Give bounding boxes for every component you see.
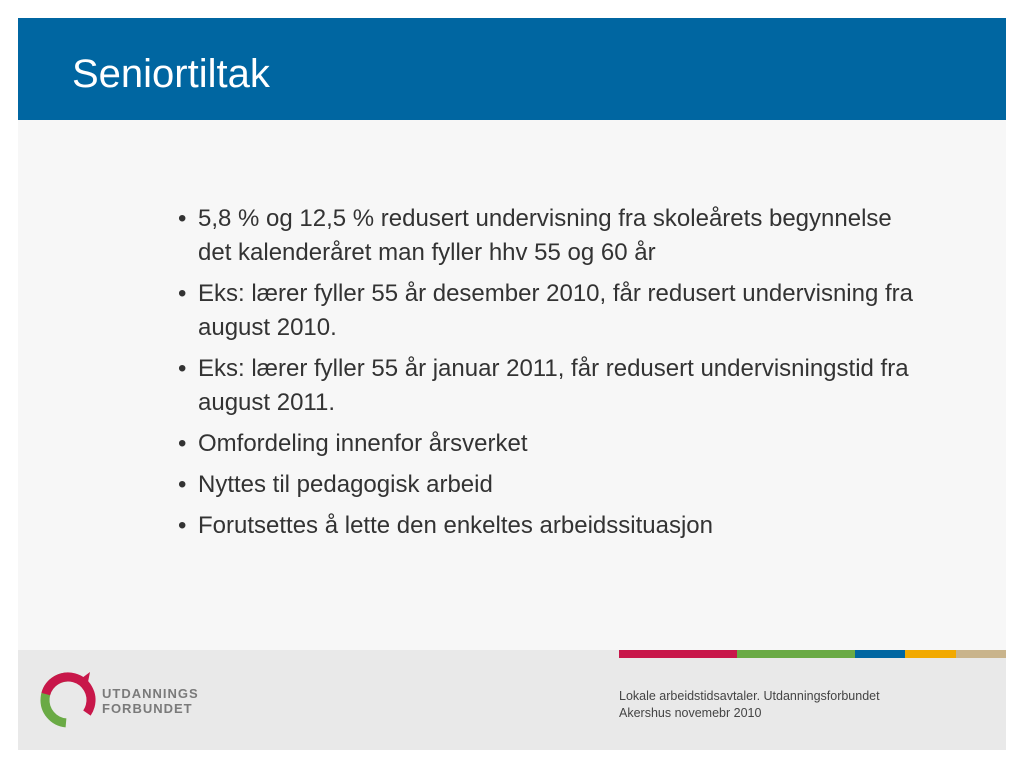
- bullet-item: [170, 202, 930, 270]
- bullet-item: [170, 427, 930, 461]
- bullet-list: [170, 202, 930, 543]
- bullet-text: Eks: lærer fyller 55 år desember 2010, får redusert undervisning fra august 2010.: [198, 280, 913, 341]
- stripe-yellow: [905, 650, 956, 658]
- bullet-text: Eks: lærer fyller 55 år januar 2011, får redusert undervisningstid fra august 2011.: [198, 355, 909, 416]
- footer-line-2: Akershus novemebr 2010: [619, 706, 762, 720]
- bullet-marker: •: [178, 205, 187, 232]
- logo-line-2: FORBUNDET: [102, 701, 193, 716]
- bullet-marker: •: [178, 471, 187, 498]
- bullet-text: 5,8 % og 12,5 % redusert undervisning fra skoleårets begynnelse det kalenderåret man fyller hhv 55 og 60 år: [198, 205, 892, 266]
- footer-line-1: Lokale arbeidstidsavtaler. Utdanningsforbundet: [619, 689, 880, 703]
- slide: [18, 18, 1006, 750]
- bullet-marker: •: [178, 430, 187, 457]
- bullet-item: [170, 352, 930, 420]
- bullet-text: Omfordeling innenfor årsverket: [198, 430, 528, 457]
- bullet-item: [170, 277, 930, 345]
- stripe-tan: [956, 650, 1006, 658]
- content-area: [170, 202, 930, 550]
- bullet-item: [170, 509, 930, 543]
- stripe-red: [619, 650, 737, 658]
- slide-title: Seniortiltak: [72, 52, 270, 96]
- stripe-blue: [855, 650, 905, 658]
- bullet-marker: •: [178, 280, 187, 307]
- logo-text: [102, 686, 199, 716]
- bullet-marker: •: [178, 512, 187, 539]
- footer-text: [619, 688, 880, 722]
- bullet-text: Forutsettes å lette den enkeltes arbeidssituasjon: [198, 512, 713, 539]
- stripe-green: [737, 650, 855, 658]
- bullet-item: [170, 468, 930, 502]
- bullet-text: Nyttes til pedagogisk arbeid: [198, 471, 493, 498]
- title-bar: [18, 18, 1006, 120]
- logo-line-1: UTDANNINGS: [102, 686, 199, 701]
- bullet-marker: •: [178, 355, 187, 382]
